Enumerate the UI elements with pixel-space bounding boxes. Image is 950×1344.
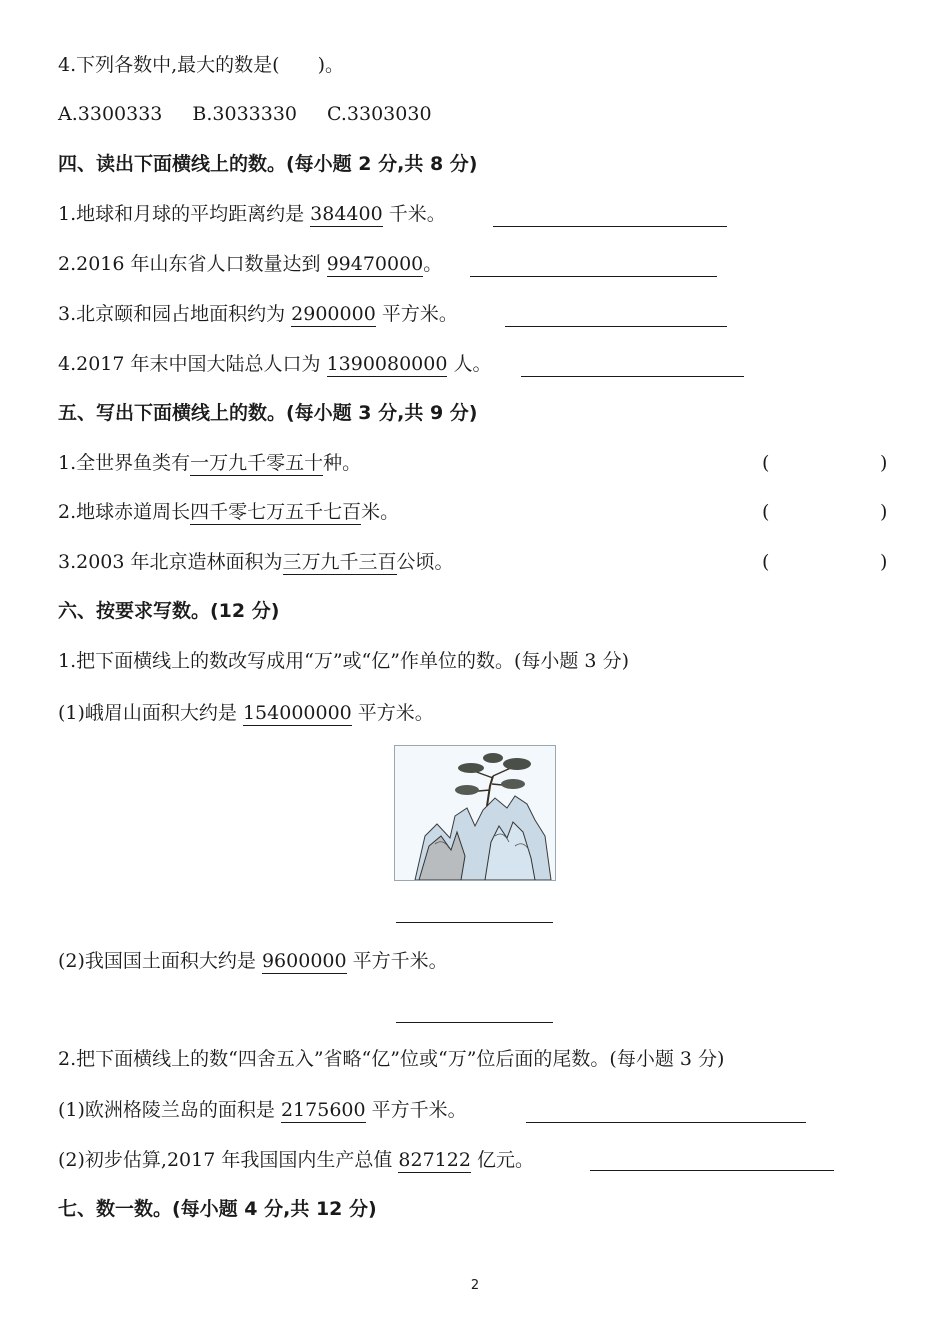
- item-text: 3.北京颐和园占地面积约为: [58, 303, 292, 325]
- section-5-title: 五、写出下面横线上的数。(每小题 3 分,共 9 分): [58, 402, 478, 424]
- answer-paren-close: ): [880, 551, 888, 573]
- mountain-pine-drawing: [395, 746, 555, 880]
- sec6-sub1-instruction: 1.把下面横线上的数改写成用“万”或“亿”作单位的数。(每小题 3 分): [58, 650, 629, 672]
- sec4-item-3: [58, 301, 458, 327]
- item-text: 4.2017 年末中国大陆总人口为: [58, 353, 327, 375]
- underlined-number: 四千零七万五千七百: [190, 501, 362, 523]
- answer-paren-close: ): [880, 452, 888, 474]
- sec4-item-1: [58, 201, 446, 227]
- item-text: 平方千米。: [346, 950, 448, 972]
- underlined-number: 2900000: [291, 303, 376, 325]
- sec6-sub2-instruction: 2.把下面横线上的数“四舍五入”省略“亿”位或“万”位后面的尾数。(每小题 3 分): [58, 1048, 725, 1070]
- item-text: 人。: [447, 353, 492, 375]
- underlined-number: 1390080000: [326, 353, 448, 375]
- answer-blank-4-3[interactable]: [505, 326, 727, 327]
- sec5-item-3: [58, 549, 454, 575]
- underlined-number: 154000000: [242, 702, 352, 724]
- item-text: 1.地球和月球的平均距离约是: [58, 203, 311, 225]
- sec6-sub1-item-2: [58, 948, 448, 974]
- underlined-number: 三万九千三百: [282, 551, 397, 573]
- item-text: 2.2016 年山东省人口数量达到: [58, 253, 327, 275]
- question-4-stem: 4.下列各数中,最大的数是( )。: [58, 54, 344, 76]
- answer-blank-4-2[interactable]: [470, 276, 717, 277]
- sec4-item-4: [58, 351, 492, 377]
- page-number: 2: [470, 1278, 480, 1293]
- answer-blank-6-2-1[interactable]: [526, 1122, 806, 1123]
- item-text: 平方米。: [351, 702, 434, 724]
- underlined-number: 2175600: [280, 1099, 366, 1121]
- item-text: 平方米。: [375, 303, 458, 325]
- sec6-sub2-item-1: [58, 1097, 467, 1123]
- answer-blank-6-1-1[interactable]: [396, 922, 553, 923]
- underlined-number: 99470000: [326, 253, 424, 275]
- sec6-sub2-item-2: [58, 1147, 534, 1173]
- option-b[interactable]: B.3033330: [192, 103, 298, 125]
- item-text: 。: [423, 253, 443, 275]
- item-text: 平方千米。: [365, 1099, 467, 1121]
- item-text: 3.2003 年北京造林面积为: [58, 551, 283, 573]
- item-text: 1.全世界鱼类有: [58, 452, 191, 474]
- item-text: (1)峨眉山面积大约是: [58, 702, 243, 724]
- item-text: 公顷。: [396, 551, 454, 573]
- answer-paren-open: (: [762, 452, 770, 474]
- item-text: (2)我国国土面积大约是: [58, 950, 262, 972]
- item-text: 千米。: [382, 203, 446, 225]
- answer-paren-open: (: [762, 551, 770, 573]
- item-text: 亿元。: [470, 1149, 534, 1171]
- answer-blank-4-4[interactable]: [521, 376, 744, 377]
- item-text: 米。: [361, 501, 400, 523]
- underlined-number: 827122: [398, 1149, 471, 1171]
- sec5-item-2: [58, 499, 399, 525]
- answer-blank-6-2-2[interactable]: [590, 1170, 834, 1171]
- answer-blank-4-1[interactable]: [493, 226, 727, 227]
- section-6-title: 六、按要求写数。(12 分): [58, 600, 280, 622]
- section-7-title: 七、数一数。(每小题 4 分,共 12 分): [58, 1198, 377, 1220]
- answer-paren-close: ): [880, 501, 888, 523]
- answer-blank-6-1-2[interactable]: [396, 1022, 553, 1023]
- option-c[interactable]: C.3303030: [327, 103, 432, 125]
- sec5-item-1: [58, 450, 361, 476]
- sec6-sub1-item-1: [58, 700, 434, 726]
- mountain-illustration: [394, 745, 556, 881]
- question-4-options: [58, 101, 462, 127]
- item-text: (2)初步估算,2017 年我国国内生产总值: [58, 1149, 399, 1171]
- item-text: 种。: [323, 452, 362, 474]
- underlined-number: 一万九千零五十: [190, 452, 324, 474]
- item-text: 2.地球赤道周长: [58, 501, 191, 523]
- section-4-title: 四、读出下面横线上的数。(每小题 2 分,共 8 分): [58, 153, 478, 175]
- underlined-number: 384400: [310, 203, 383, 225]
- underlined-number: 9600000: [261, 950, 347, 972]
- sec4-item-2: [58, 251, 442, 277]
- answer-paren-open: (: [762, 501, 770, 523]
- option-a[interactable]: A.3300333: [58, 103, 163, 125]
- item-text: (1)欧洲格陵兰岛的面积是: [58, 1099, 281, 1121]
